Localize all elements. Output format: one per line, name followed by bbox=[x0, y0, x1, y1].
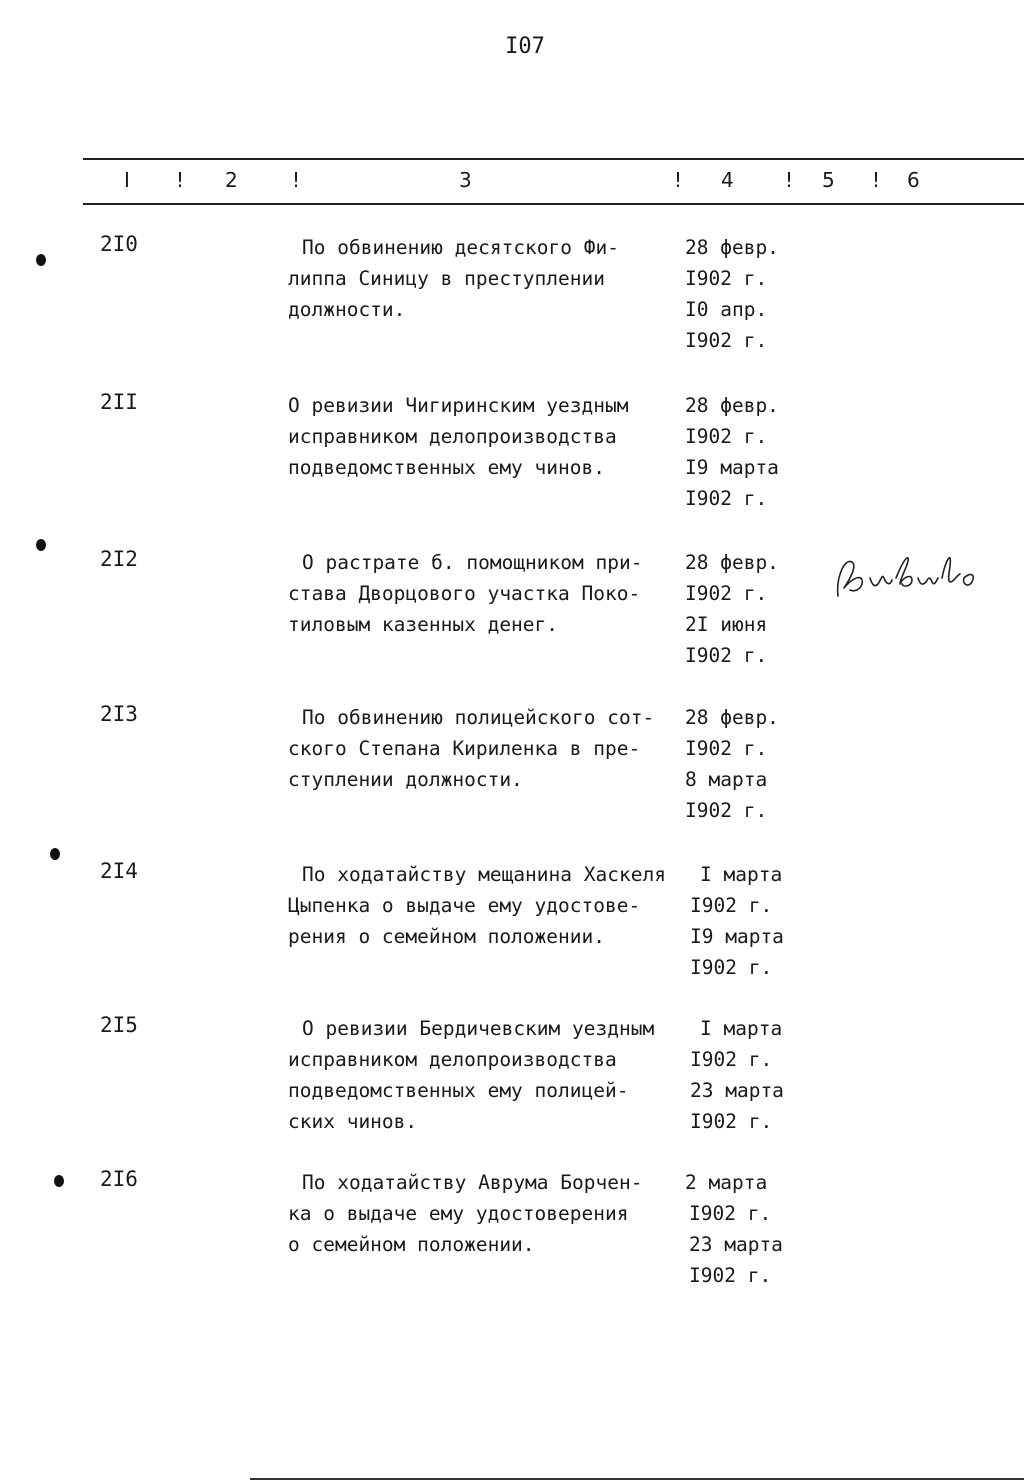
date-line: 23 марта bbox=[689, 1233, 783, 1256]
description-line: Цыпенка о выдаче ему удостове- bbox=[288, 894, 641, 917]
date-line: I902 г. bbox=[690, 1048, 773, 1071]
date-line: I9 марта bbox=[690, 925, 784, 948]
description-line: става Дворцового участка Поко- bbox=[288, 582, 641, 605]
entry-dates bbox=[685, 702, 779, 826]
description-line: рения о семейном положении. bbox=[288, 925, 605, 948]
entry-description bbox=[288, 390, 688, 483]
table-header-rule bbox=[83, 203, 1024, 205]
column-header-3: 3 bbox=[459, 168, 472, 192]
date-line: I902 г. bbox=[690, 956, 773, 979]
date-line: I902 г. bbox=[689, 1202, 772, 1225]
description-line: По ходатайству мещанина Хаскеля bbox=[302, 863, 666, 886]
table-row bbox=[0, 1167, 1024, 1307]
column-header-5: 5 bbox=[822, 168, 835, 192]
column-separator: ! bbox=[872, 168, 881, 192]
date-line: I902 г. bbox=[685, 799, 768, 822]
date-line: 2I июня bbox=[685, 613, 768, 636]
description-line: липпа Синицу в преступлении bbox=[288, 267, 605, 290]
date-line: I902 г. bbox=[685, 425, 768, 448]
entry-description bbox=[288, 859, 688, 952]
column-header-4: 4 bbox=[721, 168, 734, 192]
description-line: ских чинов. bbox=[288, 1110, 418, 1133]
description-line: исправником делопроизводства bbox=[288, 1048, 617, 1071]
date-line: I902 г. bbox=[685, 267, 768, 290]
entry-description bbox=[288, 702, 688, 795]
entry-number: 2II bbox=[100, 390, 138, 414]
description-line: должности. bbox=[288, 298, 406, 321]
date-line: I902 г. bbox=[690, 894, 773, 917]
page-number: I07 bbox=[505, 34, 545, 59]
table-top-rule bbox=[83, 158, 1024, 160]
description-line: подведомственных ему чинов. bbox=[288, 456, 605, 479]
description-line: тиловым казенных денег. bbox=[288, 613, 559, 636]
date-line: I902 г. bbox=[685, 644, 768, 667]
entry-number: 2I0 bbox=[100, 232, 138, 256]
entry-number: 2I3 bbox=[100, 702, 138, 726]
date-line: 28 февр. bbox=[685, 551, 779, 574]
entry-description bbox=[288, 1167, 688, 1260]
table-row bbox=[0, 232, 1024, 372]
date-line: I902 г. bbox=[685, 329, 768, 352]
date-line: 8 марта bbox=[685, 768, 768, 791]
handwritten-note bbox=[830, 548, 980, 608]
column-header-6: 6 bbox=[907, 168, 920, 192]
description-line: По ходатайству Аврума Борчен- bbox=[302, 1171, 643, 1194]
entry-dates bbox=[690, 1013, 784, 1137]
date-line: 23 марта bbox=[690, 1079, 784, 1102]
date-line: 2 марта bbox=[685, 1171, 768, 1194]
date-line: 28 февр. bbox=[685, 706, 779, 729]
description-line: По обвинению десятского Фи- bbox=[302, 236, 619, 259]
punch-hole bbox=[50, 848, 60, 860]
column-separator: ! bbox=[674, 168, 683, 192]
description-line: О ревизии Чигиринским уездным bbox=[288, 394, 629, 417]
column-header-1: I bbox=[124, 168, 130, 192]
entry-number: 2I2 bbox=[100, 547, 138, 571]
date-line: I902 г. bbox=[690, 1110, 773, 1133]
table-row bbox=[0, 859, 1024, 999]
date-line: I902 г. bbox=[689, 1264, 772, 1287]
punch-hole bbox=[36, 254, 46, 266]
entry-dates bbox=[690, 859, 784, 983]
entry-description bbox=[288, 232, 688, 325]
date-line: I902 г. bbox=[685, 737, 768, 760]
page-bottom-edge bbox=[250, 1478, 1024, 1480]
date-line: I9 марта bbox=[685, 456, 779, 479]
date-line: I марта bbox=[700, 1017, 783, 1040]
description-line: ступлении должности. bbox=[288, 768, 523, 791]
entry-dates bbox=[685, 1167, 783, 1291]
date-line: I марта bbox=[700, 863, 783, 886]
entry-description bbox=[288, 547, 688, 640]
entry-number: 2I6 bbox=[100, 1167, 138, 1191]
table-row bbox=[0, 1013, 1024, 1153]
description-line: ка о выдаче ему удостоверения bbox=[288, 1202, 629, 1225]
entry-dates bbox=[685, 232, 779, 356]
description-line: подведомственных ему полицей- bbox=[288, 1079, 629, 1102]
entry-dates bbox=[685, 390, 779, 514]
column-separator: ! bbox=[176, 168, 185, 192]
description-line: О ревизии Бердичевским уездным bbox=[302, 1017, 655, 1040]
description-line: исправником делопроизводства bbox=[288, 425, 617, 448]
punch-hole bbox=[36, 539, 46, 551]
entry-dates bbox=[685, 547, 779, 671]
date-line: I902 г. bbox=[685, 487, 768, 510]
entry-number: 2I4 bbox=[100, 859, 138, 883]
description-line: По обвинению полицейского сот- bbox=[302, 706, 655, 729]
description-line: О растрате б. помощником при- bbox=[302, 551, 643, 574]
description-line: о семейном положении. bbox=[288, 1233, 535, 1256]
date-line: I902 г. bbox=[685, 582, 768, 605]
table-row bbox=[0, 702, 1024, 842]
description-line: ского Степана Кириленка в пре- bbox=[288, 737, 641, 760]
entry-description bbox=[288, 1013, 688, 1137]
column-separator: ! bbox=[292, 168, 301, 192]
date-line: 28 февр. bbox=[685, 394, 779, 417]
column-separator: ! bbox=[785, 168, 794, 192]
date-line: 28 февр. bbox=[685, 236, 779, 259]
date-line: I0 апр. bbox=[685, 298, 768, 321]
column-header-2: 2 bbox=[225, 168, 238, 192]
table-row bbox=[0, 390, 1024, 530]
punch-hole bbox=[54, 1175, 64, 1187]
entry-number: 2I5 bbox=[100, 1013, 138, 1037]
